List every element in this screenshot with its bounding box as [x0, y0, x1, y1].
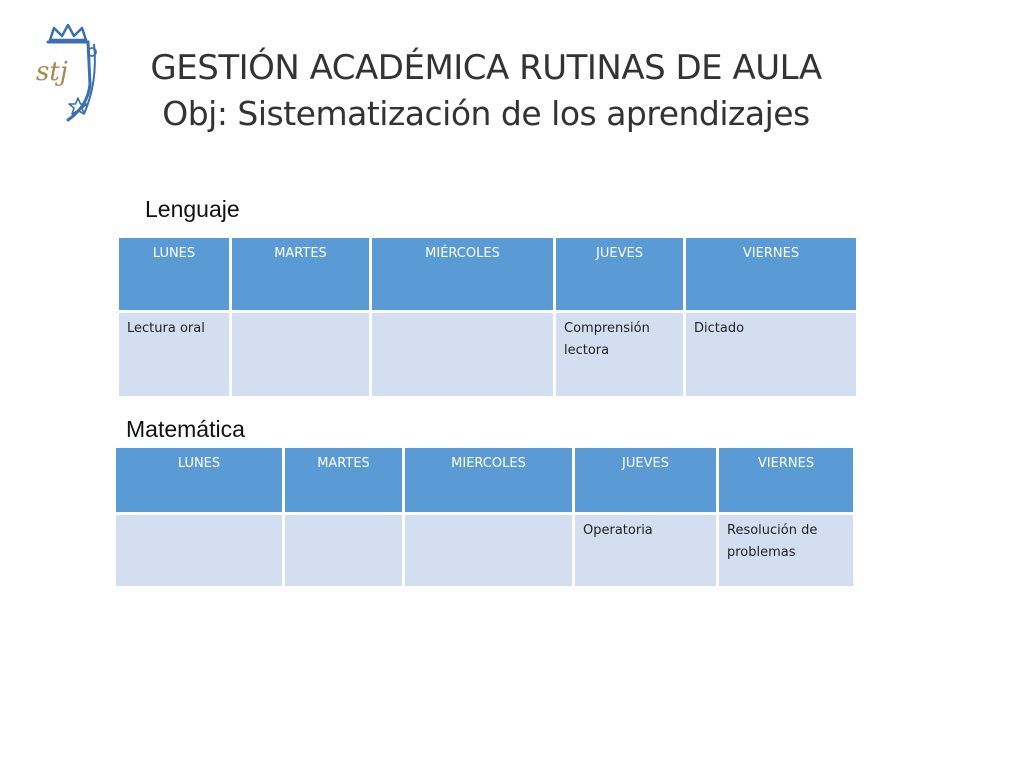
page-subtitle: Obj: Sistematización de los aprendizajes	[162, 94, 810, 133]
header-cell-martes: MARTES	[232, 238, 369, 310]
svg-text:stj: stj	[36, 57, 68, 87]
cell-lunes	[116, 515, 282, 586]
cell-martes	[232, 313, 369, 396]
header-cell-martes: MARTES	[285, 448, 402, 512]
cell-viernes: Dictado	[686, 313, 856, 396]
cell-martes	[285, 515, 402, 586]
table-row	[119, 313, 856, 396]
header-cell-jueves: JUEVES	[575, 448, 716, 512]
matematica-schedule-table	[113, 445, 856, 589]
header-cell-jueves: JUEVES	[556, 238, 683, 310]
page-title: GESTIÓN ACADÉMICA RUTINAS DE AULA	[150, 48, 822, 88]
cell-jueves: Operatoria	[575, 515, 716, 586]
section-label-lenguaje: Lenguaje	[145, 196, 240, 222]
header-cell-miercoles: MIÉRCOLES	[372, 238, 553, 310]
cell-miercoles	[405, 515, 572, 586]
cell-miercoles	[372, 313, 553, 396]
header-cell-viernes: VIERNES	[719, 448, 853, 512]
section-label-matematica: Matemática	[126, 416, 245, 442]
table-header-row	[119, 238, 856, 310]
table-row	[116, 515, 853, 586]
lenguaje-schedule-table	[116, 235, 859, 399]
cell-viernes: Resolución de problemas	[719, 515, 853, 586]
header-cell-lunes: LUNES	[119, 238, 229, 310]
cell-lunes: Lectura oral	[119, 313, 229, 396]
header-cell-miercoles: MIERCOLES	[405, 448, 572, 512]
header-cell-viernes: VIERNES	[686, 238, 856, 310]
header-cell-lunes: LUNES	[116, 448, 282, 512]
table-header-row	[116, 448, 853, 512]
cell-jueves: Comprensión lectora	[556, 313, 683, 396]
